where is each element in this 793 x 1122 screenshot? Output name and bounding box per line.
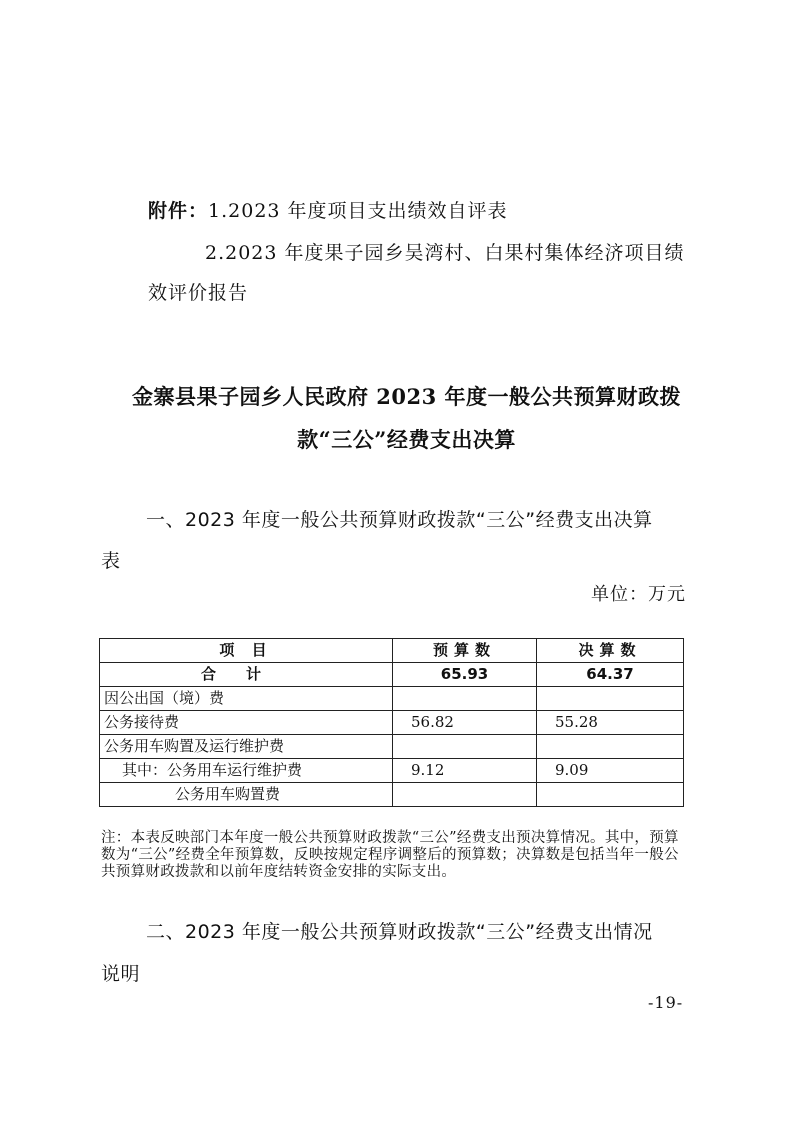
row-budget	[393, 735, 537, 759]
header-item: 项 目	[100, 639, 393, 663]
document-title-line-1: 金寨县果子园乡人民政府 2023 年度一般公共预算财政拨	[131, 384, 682, 409]
row-actual	[537, 783, 684, 807]
table-row	[100, 783, 684, 807]
row-budget: 56.82	[393, 711, 537, 735]
total-label: 合计	[100, 663, 393, 687]
table-row	[100, 711, 684, 735]
attachment-item-2-line-2: 效评价报告	[148, 282, 249, 304]
attachment-label: 附件：	[148, 200, 209, 222]
section-1-heading-line-1: 一、2023 年度一般公共预算财政拨款“三公”经费支出决算	[146, 509, 653, 531]
table-row	[100, 687, 684, 711]
attachment-line-1	[148, 196, 508, 223]
row-name: 其中：公务用车运行维护费	[100, 759, 393, 783]
row-name: 公务用车购置及运行维护费	[100, 735, 393, 759]
unit-label: 单位：万元	[591, 584, 686, 605]
row-budget	[393, 783, 537, 807]
total-actual: 64.37	[537, 663, 684, 687]
table-row	[100, 735, 684, 759]
row-actual	[537, 735, 684, 759]
row-name: 公务接待费	[100, 711, 393, 735]
header-actual: 决算数	[537, 639, 684, 663]
section-2-heading-line-2: 说明	[101, 963, 141, 985]
expenditure-table	[99, 638, 684, 807]
document-title-line-2: 款“三公”经费支出决算	[297, 427, 516, 452]
section-1-heading-line-2: 表	[101, 550, 121, 572]
page-number: -19-	[648, 993, 684, 1012]
table-total-row	[100, 663, 684, 687]
total-budget: 65.93	[393, 663, 537, 687]
table-note: 注：本表反映部门本年度一般公共预算财政拨款“三公”经费支出预决算情况。其中，预算数为“三公”经费全年预算数，反映按规定程序调整后的预算数；决算数是包括当年一般公共预算财政拨款和以前年度结转资金安排的实际支出。	[101, 830, 679, 880]
attachment-item-1: 1.2023 年度项目支出绩效自评表	[208, 200, 508, 222]
table-header-row	[100, 639, 684, 663]
row-budget	[393, 687, 537, 711]
table-row	[100, 759, 684, 783]
row-name: 公务用车购置费	[100, 783, 393, 807]
section-2-heading-line-1: 二、2023 年度一般公共预算财政拨款“三公”经费支出情况	[146, 921, 653, 943]
row-name: 因公出国（境）费	[100, 687, 393, 711]
header-budget: 预算数	[393, 639, 537, 663]
row-actual: 9.09	[537, 759, 684, 783]
row-actual: 55.28	[537, 711, 684, 735]
row-budget: 9.12	[393, 759, 537, 783]
row-actual	[537, 687, 684, 711]
attachment-item-2-line-1: 2.2023 年度果子园乡吴湾村、白果村集体经济项目绩	[205, 242, 685, 264]
